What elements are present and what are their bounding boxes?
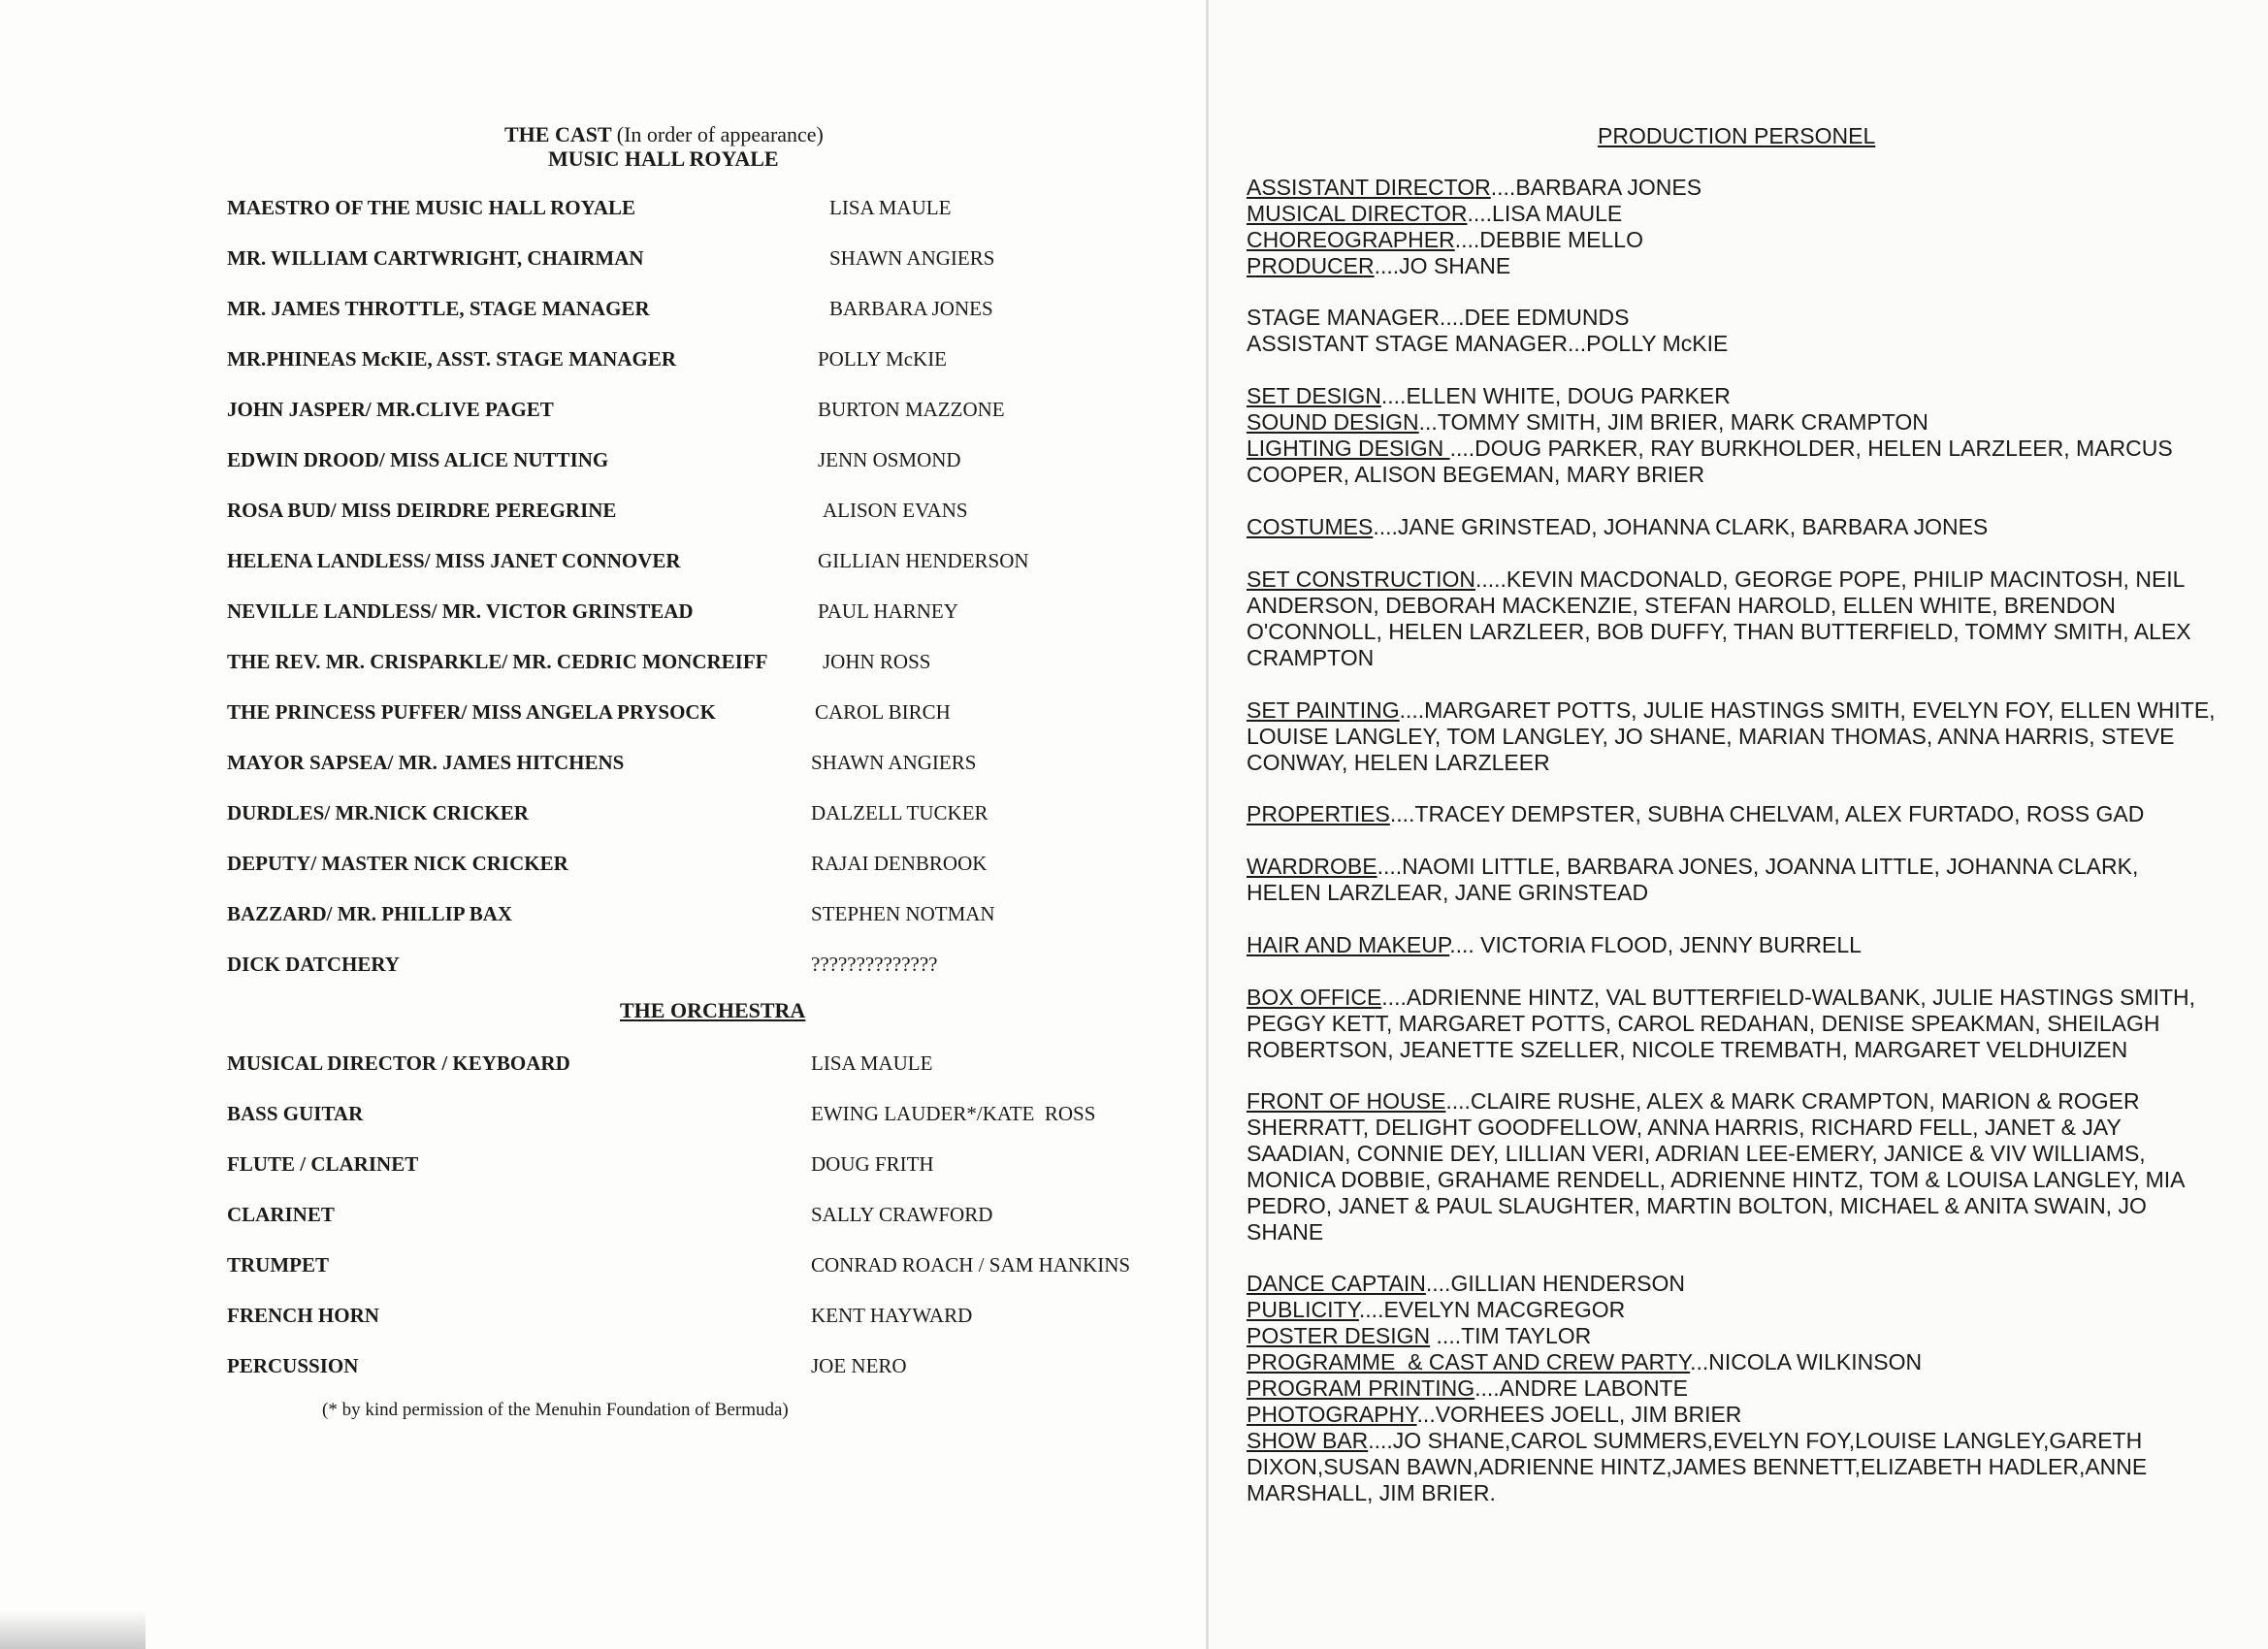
instrument: BASS GUITAR <box>227 1102 364 1125</box>
actor: ?????????????? <box>811 953 938 976</box>
credit-line <box>1247 801 2217 827</box>
orchestra-row <box>227 1102 1197 1131</box>
credit-line <box>1247 227 2217 253</box>
role: HELENA LANDLESS/ MISS JANET CONNOVER <box>227 549 681 572</box>
actor: SHAWN ANGIERS <box>811 751 977 774</box>
credit-label: CHOREOGRAPHER <box>1247 227 1455 252</box>
credits-block-painting <box>1247 697 2217 776</box>
instrument: FLUTE / CLARINET <box>227 1152 419 1176</box>
credit-line <box>1247 1088 2217 1115</box>
credit-label: COSTUMES <box>1247 514 1374 539</box>
instrument: CLARINET <box>227 1203 335 1226</box>
musician: EWING LAUDER*/KATE ROSS <box>811 1102 1096 1125</box>
role: NEVILLE LANDLESS/ MR. VICTOR GRINSTEAD <box>227 599 694 623</box>
role: THE PRINCESS PUFFER/ MISS ANGELA PRYSOCK <box>227 700 716 724</box>
role: MR.PHINEAS McKIE, ASST. STAGE MANAGER <box>227 347 677 371</box>
cast-row <box>227 852 1197 881</box>
credit-label: DANCE CAPTAIN <box>1247 1271 1426 1296</box>
credit-names: ....DEBBIE MELLO <box>1454 227 1643 252</box>
actor: BARBARA JONES <box>829 297 993 320</box>
credit-line: PEGGY KETT, MARGARET POTTS, CAROL REDAHAN, DENISE SPEAKMAN, SHEILAGH <box>1247 1011 2160 1036</box>
credit-names: ...NICOLA WILKINSON <box>1690 1349 1923 1374</box>
orchestra-row <box>227 1354 1197 1383</box>
credit-names: ....ADRIENNE HINTZ, VAL BUTTERFIELD-WALBANK, JULIE HASTINGS SMITH, <box>1381 985 2196 1010</box>
credit-line <box>1247 383 2217 409</box>
actor: SHAWN ANGIERS <box>829 246 995 270</box>
credit-line: PEDRO, JANET & PAUL SLAUGHTER, MARTIN BOLTON, MICHAEL & ANITA SWAIN, JO <box>1247 1193 2147 1218</box>
credit-names: ....NAOMI LITTLE, BARBARA JONES, JOANNA LITTLE, JOHANNA CLARK, <box>1377 854 2139 879</box>
credit-names: ....JO SHANE <box>1374 253 1511 278</box>
credit-names: ....MARGARET POTTS, JULIE HASTINGS SMITH, EVELYN FOY, ELLEN WHITE, <box>1399 697 2216 723</box>
credit-label: PRODUCER <box>1247 253 1375 278</box>
role: DEPUTY/ MASTER NICK CRICKER <box>227 852 568 875</box>
credit-line <box>1247 697 2217 724</box>
credit-label: SHOW BAR <box>1247 1428 1369 1453</box>
credit-line <box>1247 932 2217 958</box>
credits-block-properties <box>1247 801 2217 827</box>
actor: CAROL BIRCH <box>815 700 951 724</box>
role: BAZZARD/ MR. PHILLIP BAX <box>227 902 513 925</box>
cast-row <box>227 398 1197 427</box>
credit-names: ...VORHEES JOELL, JIM BRIER <box>1416 1402 1742 1427</box>
credit-label: ASSISTANT DIRECTOR <box>1247 175 1491 200</box>
cast-subtitle: MUSIC HALL ROYALE <box>548 146 779 171</box>
orchestra-row <box>227 1051 1197 1081</box>
credit-names: ....ANDRE LABONTE <box>1474 1375 1688 1401</box>
credit-names: ....LISA MAULE <box>1467 201 1623 226</box>
credit-line <box>1247 1428 2217 1454</box>
orchestra-row <box>227 1203 1197 1232</box>
instrument: TRUMPET <box>227 1253 329 1277</box>
credit-line: SHANE <box>1247 1219 1324 1245</box>
cast-row <box>227 448 1197 477</box>
credit-line: STAGE MANAGER....DEE EDMUNDS <box>1247 305 1630 330</box>
credit-line <box>1247 1271 2217 1297</box>
cast-row <box>227 902 1197 931</box>
credit-names: ....JO SHANE,CAROL SUMMERS,EVELYN FOY,LOUISE LANGLEY,GARETH <box>1368 1428 2143 1453</box>
role: JOHN JASPER/ MR.CLIVE PAGET <box>227 398 554 421</box>
credit-line <box>1247 566 2217 593</box>
credit-names: ....TRACEY DEMPSTER, SUBHA CHELVAM, ALEX FURTADO, ROSS GAD <box>1389 801 2145 826</box>
credit-label: FRONT OF HOUSE <box>1247 1088 1446 1114</box>
credit-line: LOUISE LANGLEY, TOM LANGLEY, JO SHANE, MARIAN THOMAS, ANNA HARRIS, STEVE <box>1247 724 2175 749</box>
credit-line: O'CONNOLL, HELEN LARZLEER, BOB DUFFY, THAN BUTTERFIELD, TOMMY SMITH, ALEX <box>1247 619 2191 644</box>
actor: LISA MAULE <box>829 196 952 219</box>
credit-label: LIGHTING DESIGN <box>1247 436 1450 461</box>
credit-names: ...TOMMY SMITH, JIM BRIER, MARK CRAMPTON <box>1418 409 1928 435</box>
role: DICK DATCHERY <box>227 953 400 976</box>
cast-row <box>227 347 1197 376</box>
credit-names: ....EVELYN MACGREGOR <box>1358 1297 1626 1322</box>
musician: CONRAD ROACH / SAM HANKINS <box>811 1253 1131 1277</box>
role: THE REV. MR. CRISPARKLE/ MR. CEDRIC MONCREIFF <box>227 650 768 673</box>
actor: ALISON EVANS <box>823 499 968 522</box>
credits-block-wardrobe <box>1247 854 2217 906</box>
credit-label: SET PAINTING <box>1247 697 1400 723</box>
cast-title-note: (In order of appearance) <box>616 122 824 146</box>
cast-row <box>227 751 1197 780</box>
role: DURDLES/ MR.NICK CRICKER <box>227 801 529 824</box>
actor: JENN OSMOND <box>818 448 961 471</box>
actor: BURTON MAZZONE <box>818 398 1005 421</box>
credit-label: BOX OFFICE <box>1247 985 1382 1010</box>
credit-line: COOPER, ALISON BEGEMAN, MARY BRIER <box>1247 462 1705 487</box>
actor: JOHN ROSS <box>823 650 931 673</box>
actor: POLLY McKIE <box>818 347 948 371</box>
credit-line: CRAMPTON <box>1247 645 1375 670</box>
credits-block-stage <box>1247 305 2217 357</box>
credit-label: SET CONSTRUCTION <box>1247 566 1475 592</box>
credits-block-misc <box>1247 1271 2217 1506</box>
credit-label: PHOTOGRAPHY <box>1247 1402 1417 1427</box>
credit-label: WARDROBE <box>1247 854 1377 879</box>
footnote: (* by kind permission of the Menuhin Foundation of Bermuda) <box>322 1400 789 1420</box>
credit-names: ....DOUG PARKER, RAY BURKHOLDER, HELEN LARZLEER, MARCUS <box>1449 436 2173 461</box>
instrument: MUSICAL DIRECTOR / KEYBOARD <box>227 1051 570 1075</box>
cast-row <box>227 549 1197 578</box>
credit-line: SAADIAN, CONNIE DEY, LILLIAN VERI, ADRIAN LEE-EMERY, JANICE & VIV WILLIAMS, <box>1247 1141 2146 1166</box>
credit-names: ....GILLIAN HENDERSON <box>1425 1271 1686 1296</box>
credit-names: ....CLAIRE RUSHE, ALEX & MARK CRAMPTON, MARION & ROGER <box>1445 1088 2140 1114</box>
cast-title <box>504 122 824 147</box>
actor: STEPHEN NOTMAN <box>811 902 995 925</box>
credit-label: SET DESIGN <box>1247 383 1381 408</box>
credit-line <box>1247 1402 2217 1428</box>
cast-row <box>227 801 1197 830</box>
credit-label: PUBLICITY <box>1247 1297 1359 1322</box>
credit-line <box>1247 1375 2217 1402</box>
credit-line: HELEN LARZLEAR, JANE GRINSTEAD <box>1247 880 1649 905</box>
credits-block-front-of-house <box>1247 1088 2217 1245</box>
credit-label: POSTER DESIGN <box>1247 1323 1431 1348</box>
actor: DALZELL TUCKER <box>811 801 988 824</box>
production-title: PRODUCTION PERSONEL <box>1598 123 1876 148</box>
credit-label: MUSICAL DIRECTOR <box>1247 201 1468 226</box>
actor: PAUL HARNEY <box>818 599 958 623</box>
role: MAYOR SAPSEA/ MR. JAMES HITCHENS <box>227 751 625 774</box>
actor: GILLIAN HENDERSON <box>818 549 1029 572</box>
credit-line <box>1247 985 2217 1011</box>
cast-row <box>227 246 1197 275</box>
credit-names: .... VICTORIA FLOOD, JENNY BURRELL <box>1449 932 1862 957</box>
credit-names: ....ELLEN WHITE, DOUG PARKER <box>1380 383 1731 408</box>
credit-line: CONWAY, HELEN LARZLEER <box>1247 750 1550 775</box>
role: MR. WILLIAM CARTWRIGHT, CHAIRMAN <box>227 246 644 270</box>
credit-line <box>1247 1323 2217 1349</box>
credit-line <box>1247 409 2217 436</box>
credit-line: DIXON,SUSAN BAWN,ADRIENNE HINTZ,JAMES BENNETT,ELIZABETH HADLER,ANNE <box>1247 1454 2148 1479</box>
cast-row <box>227 499 1197 528</box>
page-fold <box>1206 0 1209 1649</box>
credits-block-design <box>1247 383 2217 488</box>
credit-line <box>1247 514 2217 540</box>
credit-line <box>1247 253 2217 279</box>
orchestra-row <box>227 1304 1197 1333</box>
credit-line <box>1247 436 2217 462</box>
musician: KENT HAYWARD <box>811 1304 973 1327</box>
orchestra-row <box>227 1152 1197 1181</box>
credit-label: PROPERTIES <box>1247 801 1390 826</box>
credit-line: MONICA DOBBIE, GRAHAME RENDELL, ADRIENNE HINTZ, TOM & LOUISA LANGLEY, MIA <box>1247 1167 2186 1192</box>
credit-names: ....TIM TAYLOR <box>1430 1323 1592 1348</box>
credit-line: SHERRATT, DELIGHT GOODFELLOW, ANNA HARRIS, RICHARD FELL, JANET & JAY <box>1247 1115 2122 1140</box>
role: MAESTRO OF THE MUSIC HALL ROYALE <box>227 196 636 219</box>
instrument: PERCUSSION <box>227 1354 359 1377</box>
credit-names: ....JANE GRINSTEAD, JOHANNA CLARK, BARBARA JONES <box>1373 514 1989 539</box>
role: MR. JAMES THROTTLE, STAGE MANAGER <box>227 297 650 320</box>
credit-names: .....KEVIN MACDONALD, GEORGE POPE, PHILIP MACINTOSH, NEIL <box>1474 566 2186 592</box>
credit-label: HAIR AND MAKEUP <box>1247 932 1450 957</box>
credits-block-construction <box>1247 566 2217 671</box>
credit-line <box>1247 175 2217 201</box>
credits-block-directors <box>1247 175 2217 279</box>
musician: SALLY CRAWFORD <box>811 1203 993 1226</box>
credit-label: PROGRAM PRINTING <box>1247 1375 1475 1401</box>
orchestra-title: THE ORCHESTRA <box>620 998 806 1022</box>
cast-row <box>227 196 1197 225</box>
musician: JOE NERO <box>811 1354 907 1377</box>
credit-names: ....BARBARA JONES <box>1490 175 1702 200</box>
scan-shadow <box>0 1610 146 1649</box>
credits-block-hair <box>1247 932 2217 958</box>
credits-block-costumes <box>1247 514 2217 540</box>
credit-line <box>1247 1349 2217 1375</box>
credit-line: ROBERTSON, JEANETTE SZELLER, NICOLE TREMBATH, MARGARET VELDHUIZEN <box>1247 1037 2128 1062</box>
credit-line: MARSHALL, JIM BRIER. <box>1247 1480 1496 1505</box>
cast-row <box>227 650 1197 679</box>
credit-line: ASSISTANT STAGE MANAGER...POLLY McKIE <box>1247 331 1729 356</box>
cast-row <box>227 297 1197 326</box>
cast-row <box>227 700 1197 729</box>
instrument: FRENCH HORN <box>227 1304 379 1327</box>
cast-row <box>227 599 1197 629</box>
orchestra-row <box>227 1253 1197 1282</box>
role: ROSA BUD/ MISS DEIRDRE PEREGRINE <box>227 499 617 522</box>
credit-line: ANDERSON, DEBORAH MACKENZIE, STEFAN HAROLD, ELLEN WHITE, BRENDON <box>1247 593 2116 618</box>
credit-label: PROGRAMME & CAST AND CREW PARTY <box>1247 1349 1691 1374</box>
musician: LISA MAULE <box>811 1051 933 1075</box>
credit-label: SOUND DESIGN <box>1247 409 1419 435</box>
credit-line <box>1247 854 2217 880</box>
role: EDWIN DROOD/ MISS ALICE NUTTING <box>227 448 609 471</box>
credit-line <box>1247 201 2217 227</box>
credits-block-box-office <box>1247 985 2217 1063</box>
credit-line <box>1247 1297 2217 1323</box>
musician: DOUG FRITH <box>811 1152 934 1176</box>
cast-title-text: THE CAST <box>504 122 612 146</box>
actor: RAJAI DENBROOK <box>811 852 988 875</box>
cast-row <box>227 953 1197 982</box>
